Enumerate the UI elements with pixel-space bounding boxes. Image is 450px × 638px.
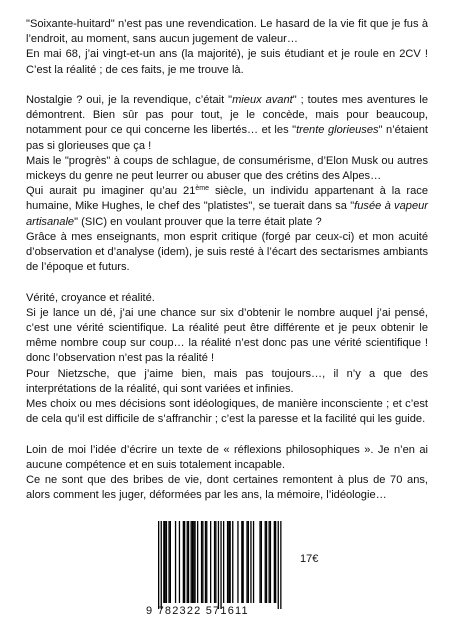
barcode-bar	[261, 521, 262, 603]
paragraph-gap	[26, 78, 428, 93]
barcode-bar	[179, 521, 180, 603]
barcode-bar	[191, 521, 192, 603]
barcode-bar	[161, 521, 162, 609]
barcode-bar	[214, 521, 215, 603]
barcode-bar	[197, 521, 198, 603]
barcode-bar	[246, 521, 247, 603]
barcode	[146, 521, 284, 625]
italic-text: fusée à vapeur artisanale	[26, 200, 428, 228]
barcode-bar	[194, 521, 195, 603]
paragraph	[26, 291, 428, 428]
barcode-bar	[265, 521, 266, 603]
italic-text: mieux avant	[232, 94, 293, 106]
text-run: Qui aurait pu imaginer qu’au 21	[26, 185, 196, 198]
barcode-bar	[210, 521, 211, 603]
text-run: Nostalgie ? oui, je la revendique, c’était "	[26, 94, 233, 106]
barcode-bar	[215, 521, 216, 603]
superscript: ème	[195, 185, 209, 193]
barcode-bars	[146, 521, 284, 611]
barcode-bar	[269, 521, 270, 603]
text-run: " n’étaient pas si glorieuses que ça !	[26, 124, 428, 152]
paragraph	[26, 17, 428, 78]
barcode-bar	[223, 521, 224, 603]
barcode-bar	[250, 521, 251, 603]
paragraph	[26, 93, 428, 275]
price-label: 17€	[300, 553, 319, 565]
text-run: Si je lance un dé, j’ai une chance sur six d’obtenir le nombre auquel j’ai pensé, c’est une vérité scientifique. La réalité peut être différente et je peux obtenir le même nombre coup sur coup… la réalité n’est donc pas une vérité scientifique ! donc l’observation n’est pas la réalité !	[26, 306, 428, 365]
barcode-bar	[243, 521, 244, 603]
barcode-bar	[168, 521, 169, 603]
text-run: En mai 68, j’ai vingt-et-un ans (la majorité), je suis étudiant et je roule en 2CV ! C’est la réalité ; de ces faits, je me trouve là.	[26, 48, 428, 76]
barcode-bar	[192, 521, 193, 603]
barcode-bar	[232, 521, 233, 603]
paragraph	[26, 443, 428, 504]
text-run: Mes choix ou mes décisions sont idéologiques, de manière inconsciente ; et c’est de cela qu’il est difficile de s’affranchir ; c’est la paresse et la facilité qui les guide.	[26, 398, 428, 426]
barcode-bar	[183, 521, 184, 603]
barcode-bar	[193, 521, 194, 603]
barcode-bar	[274, 521, 275, 603]
barcode-bar	[230, 521, 231, 603]
barcode-bar	[205, 521, 206, 603]
barcode-bar	[253, 521, 254, 603]
barcode-bar	[259, 521, 260, 603]
text-run: Mais le "progrès" à coups de schlague, de consumérisme, d’Elon Musk ou autres mickeys du genre ne peut leurrer ou abuser que des crétins des Alpes…	[26, 154, 428, 183]
isbn-number: 9 782322 571611	[146, 605, 249, 617]
barcode-bar	[201, 521, 202, 603]
text-run: Ce ne sont que des bribes de vie, dont certaines remontent à plus de 70 ans, alors comment les juger, déformées par les ans, la mémoire, l’idéologie…	[26, 474, 428, 502]
barcode-bar	[278, 521, 279, 609]
text-run: " ; toutes mes aventures le démontrent. Bien sûr pas pour tout, je le concède, mais pour beaucoup, notamment pour ce qui concerne les libertés… et les "	[26, 94, 428, 137]
barcode-bar	[206, 521, 207, 603]
barcode-bar	[170, 521, 171, 603]
barcode-bar	[227, 521, 228, 603]
barcode-bar	[270, 521, 271, 603]
barcode-bar	[187, 521, 188, 603]
body-text	[26, 17, 428, 503]
text-run: "Soixante-huitard" n’est pas une revendication. Le hasard de la vie fit que je fus à l’endroit, au moment, sans aucun jugement de valeur…	[26, 18, 428, 46]
barcode-bar	[188, 521, 189, 603]
text-run: Loin de moi l’idée d’écrire un texte de « réflexions philosophiques ». Je n’en ai aucune compétence et en suis totalement incapable.	[26, 443, 428, 471]
barcode-bar	[175, 521, 176, 603]
text-run: Grâce à mes enseignants, mon esprit critique (forgé par ceux-ci) et mon acuité d’observation et d’analyse (idem), je suis resté à l’écart des sectarismes ambiants de l’époque et futurs.	[26, 230, 428, 274]
text-run: Vérité, croyance et réalité.	[26, 291, 155, 304]
barcode-bar	[248, 521, 249, 603]
barcode-bar	[220, 521, 221, 609]
barcode-bar	[241, 521, 242, 603]
barcode-bar	[228, 521, 229, 603]
barcode-bar	[280, 521, 281, 609]
paragraph-gap	[26, 427, 428, 442]
barcode-bar	[166, 521, 167, 603]
text-run: Pour Nietzsche, que j’aime bien, mais pas toujours…, il n’y a que des interprétations de la réalité, qui sont variées et infinies.	[26, 367, 428, 395]
barcode-bar	[202, 521, 203, 603]
barcode-bar	[275, 521, 276, 603]
barcode-bar	[218, 521, 219, 609]
text-run: " (SIC) en voulant prouver que la terre était plate ?	[74, 215, 322, 228]
barcode-bar	[237, 521, 238, 603]
barcode-bar	[163, 521, 164, 603]
text-run: siècle, un individu appartenant à la race humaine, Mike Hughes, le chef des "platistes", se tuerait dans sa "	[26, 185, 428, 213]
barcode-bar	[266, 521, 267, 603]
italic-text: trente glorieuses	[296, 124, 379, 137]
paragraph-gap	[26, 275, 428, 290]
barcode-bar	[158, 521, 159, 609]
barcode-bar	[184, 521, 185, 603]
barcode-bar	[165, 521, 166, 603]
